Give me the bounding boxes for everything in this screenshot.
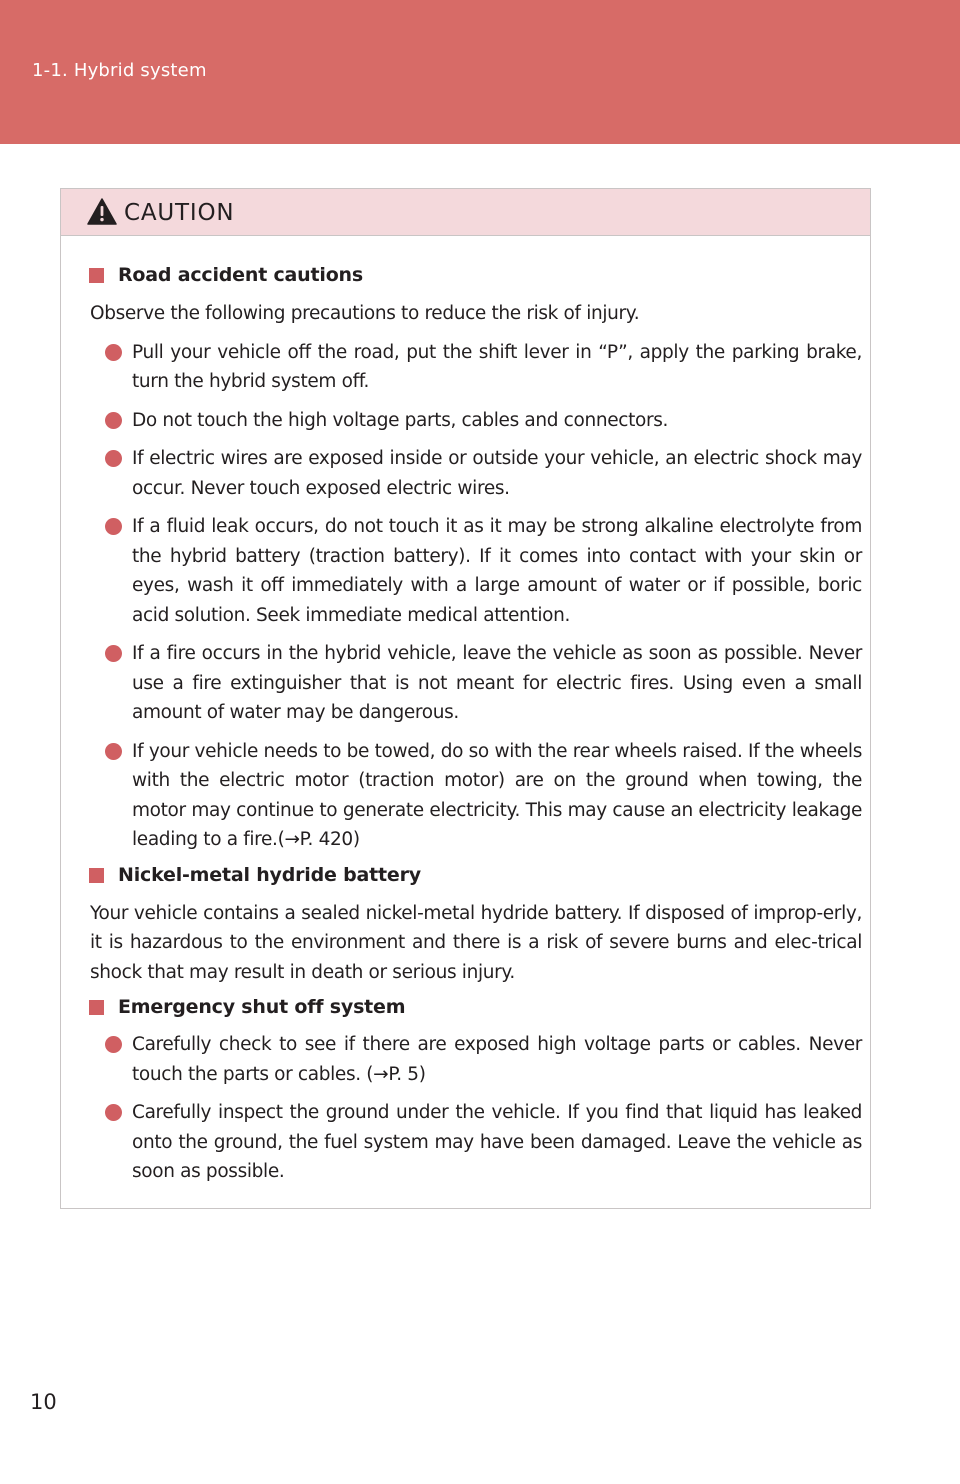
round-bullet-icon xyxy=(105,743,122,760)
section-title: 1-1. Hybrid system xyxy=(32,60,207,81)
bullet-item: Do not touch the high voltage parts, cables and connectors. xyxy=(89,406,862,436)
bullet-item: If a fluid leak occurs, do not touch it as it may be strong alkaline electrolyte from the hybrid battery (traction battery). If it comes into contact with your skin or eyes, wash it off immediately with a large amount of water or if possible, boric acid solution. Seek immediate medical attention. xyxy=(89,512,862,630)
round-bullet-icon xyxy=(105,518,122,535)
bullet-item: If your vehicle needs to be towed, do so with the rear wheels raised. If the wheels with the electric motor (traction motor) are on the ground when towing, the motor may continue to generate electricity. This may cause an electricity leakage leading to a fire.(→P. 420) xyxy=(89,737,862,855)
caution-box xyxy=(60,188,871,1209)
round-bullet-icon xyxy=(105,450,122,467)
section-intro: Your vehicle contains a sealed nickel-metal hydride battery. If disposed of improp-erly, it is hazardous to the environment and there is a risk of severe burns and elec-trical shock that may result in death or serious injury. xyxy=(90,902,862,983)
square-bullet-icon xyxy=(89,1000,104,1015)
round-bullet-icon xyxy=(105,645,122,662)
round-bullet-icon xyxy=(105,412,122,429)
section-heading: Road accident cautions xyxy=(89,261,862,289)
round-bullet-icon xyxy=(105,1104,122,1121)
caution-content xyxy=(89,255,862,1187)
page-number: 10 xyxy=(30,1390,57,1414)
square-bullet-icon xyxy=(89,868,104,883)
bullet-item: If a fire occurs in the hybrid vehicle, leave the vehicle as soon as possible. Never use a fire extinguisher that is not meant for electric fires. Using even a small amount of water may be dangerous. xyxy=(89,639,862,728)
bullet-item: Pull your vehicle off the road, put the shift lever in “P”, apply the parking brake, turn the hybrid system off. xyxy=(89,338,862,397)
section-heading: Nickel-metal hydride battery xyxy=(89,861,862,889)
bullet-item: If electric wires are exposed inside or outside your vehicle, an electric shock may occur. Never touch exposed electric wires. xyxy=(89,444,862,503)
square-bullet-icon xyxy=(89,268,104,283)
caution-title: CAUTION xyxy=(124,200,235,226)
warning-triangle-icon xyxy=(87,198,117,225)
section-heading: Emergency shut off system xyxy=(89,993,862,1021)
round-bullet-icon xyxy=(105,344,122,361)
round-bullet-icon xyxy=(105,1036,122,1053)
section-header-band xyxy=(0,0,960,144)
bullet-item: Carefully inspect the ground under the vehicle. If you find that liquid has leaked onto the ground, the fuel system may have been damaged. Leave the vehicle as soon as possible. xyxy=(89,1098,862,1187)
section-intro: Observe the following precautions to reduce the risk of injury. xyxy=(90,303,640,324)
caution-header xyxy=(61,189,870,236)
bullet-item: Carefully check to see if there are exposed high voltage parts or cables. Never touch the parts or cables. (→P. 5) xyxy=(89,1030,862,1089)
